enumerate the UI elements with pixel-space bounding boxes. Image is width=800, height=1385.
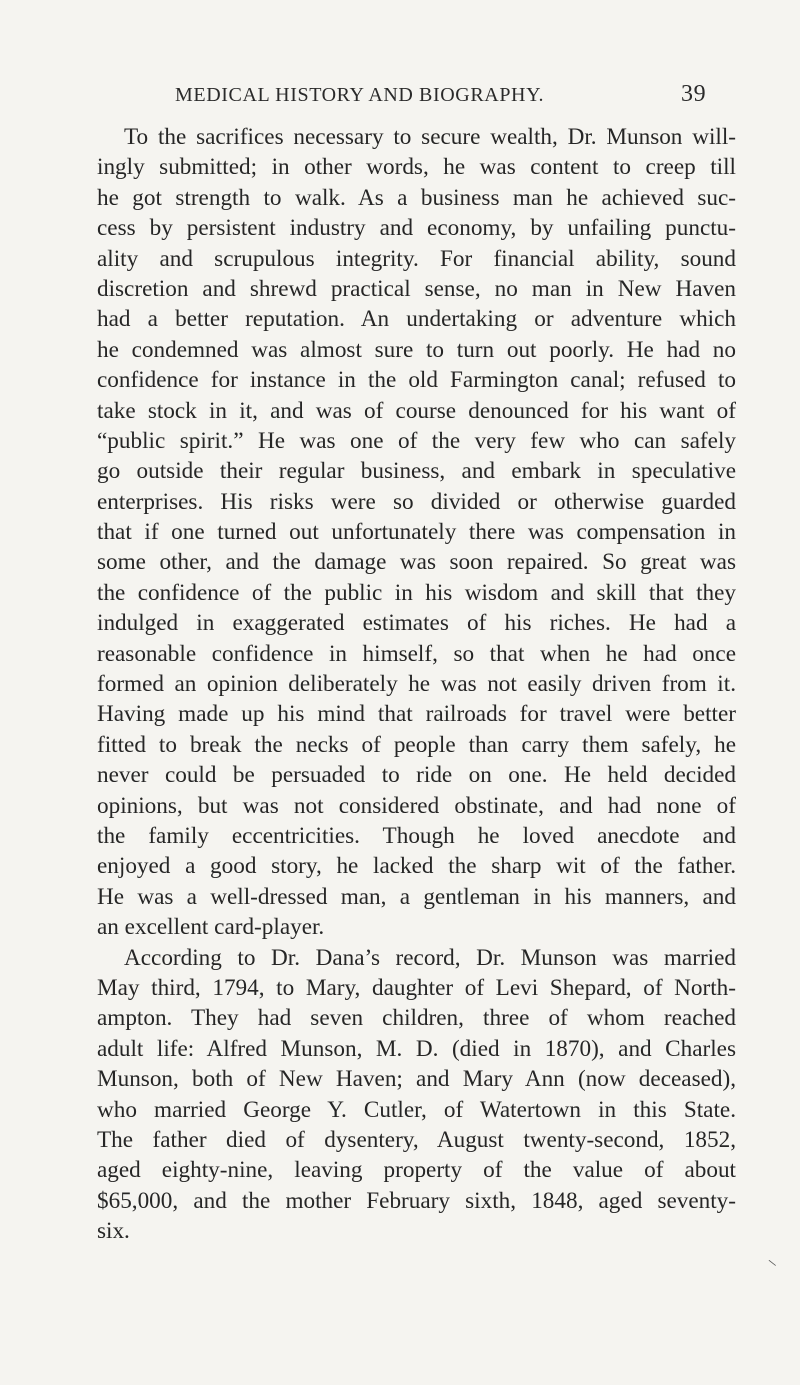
page-number: 39 — [681, 81, 707, 107]
text-line: the confidence of the public in his wisdom and skill that they — [97, 579, 736, 606]
text-line: he condemned was almost sure to turn out poorly. He had no — [97, 336, 736, 363]
text-line: never could be persuaded to ride on one. He held decided — [97, 762, 736, 789]
running-head-title: MEDICAL HISTORY AND BIOGRAPHY. — [175, 84, 545, 106]
text-line: “public spirit.” He was one of the very few who can safely — [97, 427, 736, 454]
text-line: confidence for instance in the old Farmington canal; refused to — [97, 367, 736, 394]
text-line: enterprises. His risks were so divided or otherwise guarded — [97, 488, 736, 515]
text-line: the family eccentricities. Though he loved anecdote and — [97, 822, 736, 849]
text-line: some other, and the damage was soon repaired. So great was — [97, 549, 736, 576]
text-line: opinions, but was not considered obstinate, and had none of — [97, 792, 736, 819]
text-line: fitted to break the necks of people than carry them safely, he — [97, 731, 736, 758]
text-line: reasonable confidence in himself, so that when he had once — [97, 640, 736, 667]
text-line: he got strength to walk. As a business man he achieved suc- — [97, 184, 736, 211]
stray-mark: \ — [768, 1258, 778, 1269]
text-line: cess by persistent industry and economy, by unfailing punctu- — [97, 215, 736, 242]
paragraph-2 — [70, 943, 736, 1247]
text-line: According to Dr. Dana’s record, Dr. Munson was married — [124, 944, 736, 971]
text-line: take stock in it, and was of course denounced for his want of — [97, 397, 736, 424]
text-line: six. — [97, 1218, 130, 1245]
text-line: an excellent card-player. — [97, 914, 325, 941]
text-line: Having made up his mind that railroads for travel were better — [97, 701, 736, 728]
text-line: ampton. They had seven children, three of whom reached — [97, 1005, 736, 1032]
text-line: formed an opinion deliberately he was not easily driven from it. — [97, 671, 736, 698]
text-line: Munson, both of New Haven; and Mary Ann (now deceased), — [97, 1066, 736, 1093]
text-line: He was a well-dressed man, a gentleman in his manners, and — [97, 883, 736, 910]
text-line: indulged in exaggerated estimates of his riches. He had a — [97, 610, 736, 637]
text-line: The father died of dysentery, August twenty-second, 1852, — [97, 1126, 736, 1153]
text-line: discretion and shrewd practical sense, no man in New Haven — [97, 275, 736, 302]
text-line: enjoyed a good story, he lacked the sharp wit of the father. — [97, 853, 736, 880]
text-line: ingly submitted; in other words, he was content to creep till — [97, 154, 736, 181]
text-line: ality and scrupulous integrity. For financial ability, sound — [97, 245, 736, 272]
text-line: $65,000, and the mother February sixth, 1848, aged seventy- — [97, 1187, 736, 1214]
text-line: that if one turned out unfortunately there was compensation in — [97, 519, 736, 546]
text-line: To the sacrifices necessary to secure wealth, Dr. Munson will- — [124, 124, 736, 150]
text-line: adult life: Alfred Munson, M. D. (died in 1870), and Charles — [97, 1035, 736, 1062]
body-text — [70, 122, 736, 1246]
text-line: who married George Y. Cutler, of Watertown in this State. — [97, 1096, 736, 1123]
text-line: had a better reputation. An undertaking or adventure which — [97, 306, 736, 333]
paragraph-1 — [70, 122, 736, 943]
text-line: May third, 1794, to Mary, daughter of Levi Shepard, of North- — [97, 974, 736, 1001]
text-line: aged eighty-nine, leaving property of the value of about — [97, 1157, 736, 1184]
text-line: go outside their regular business, and embark in speculative — [97, 458, 736, 485]
